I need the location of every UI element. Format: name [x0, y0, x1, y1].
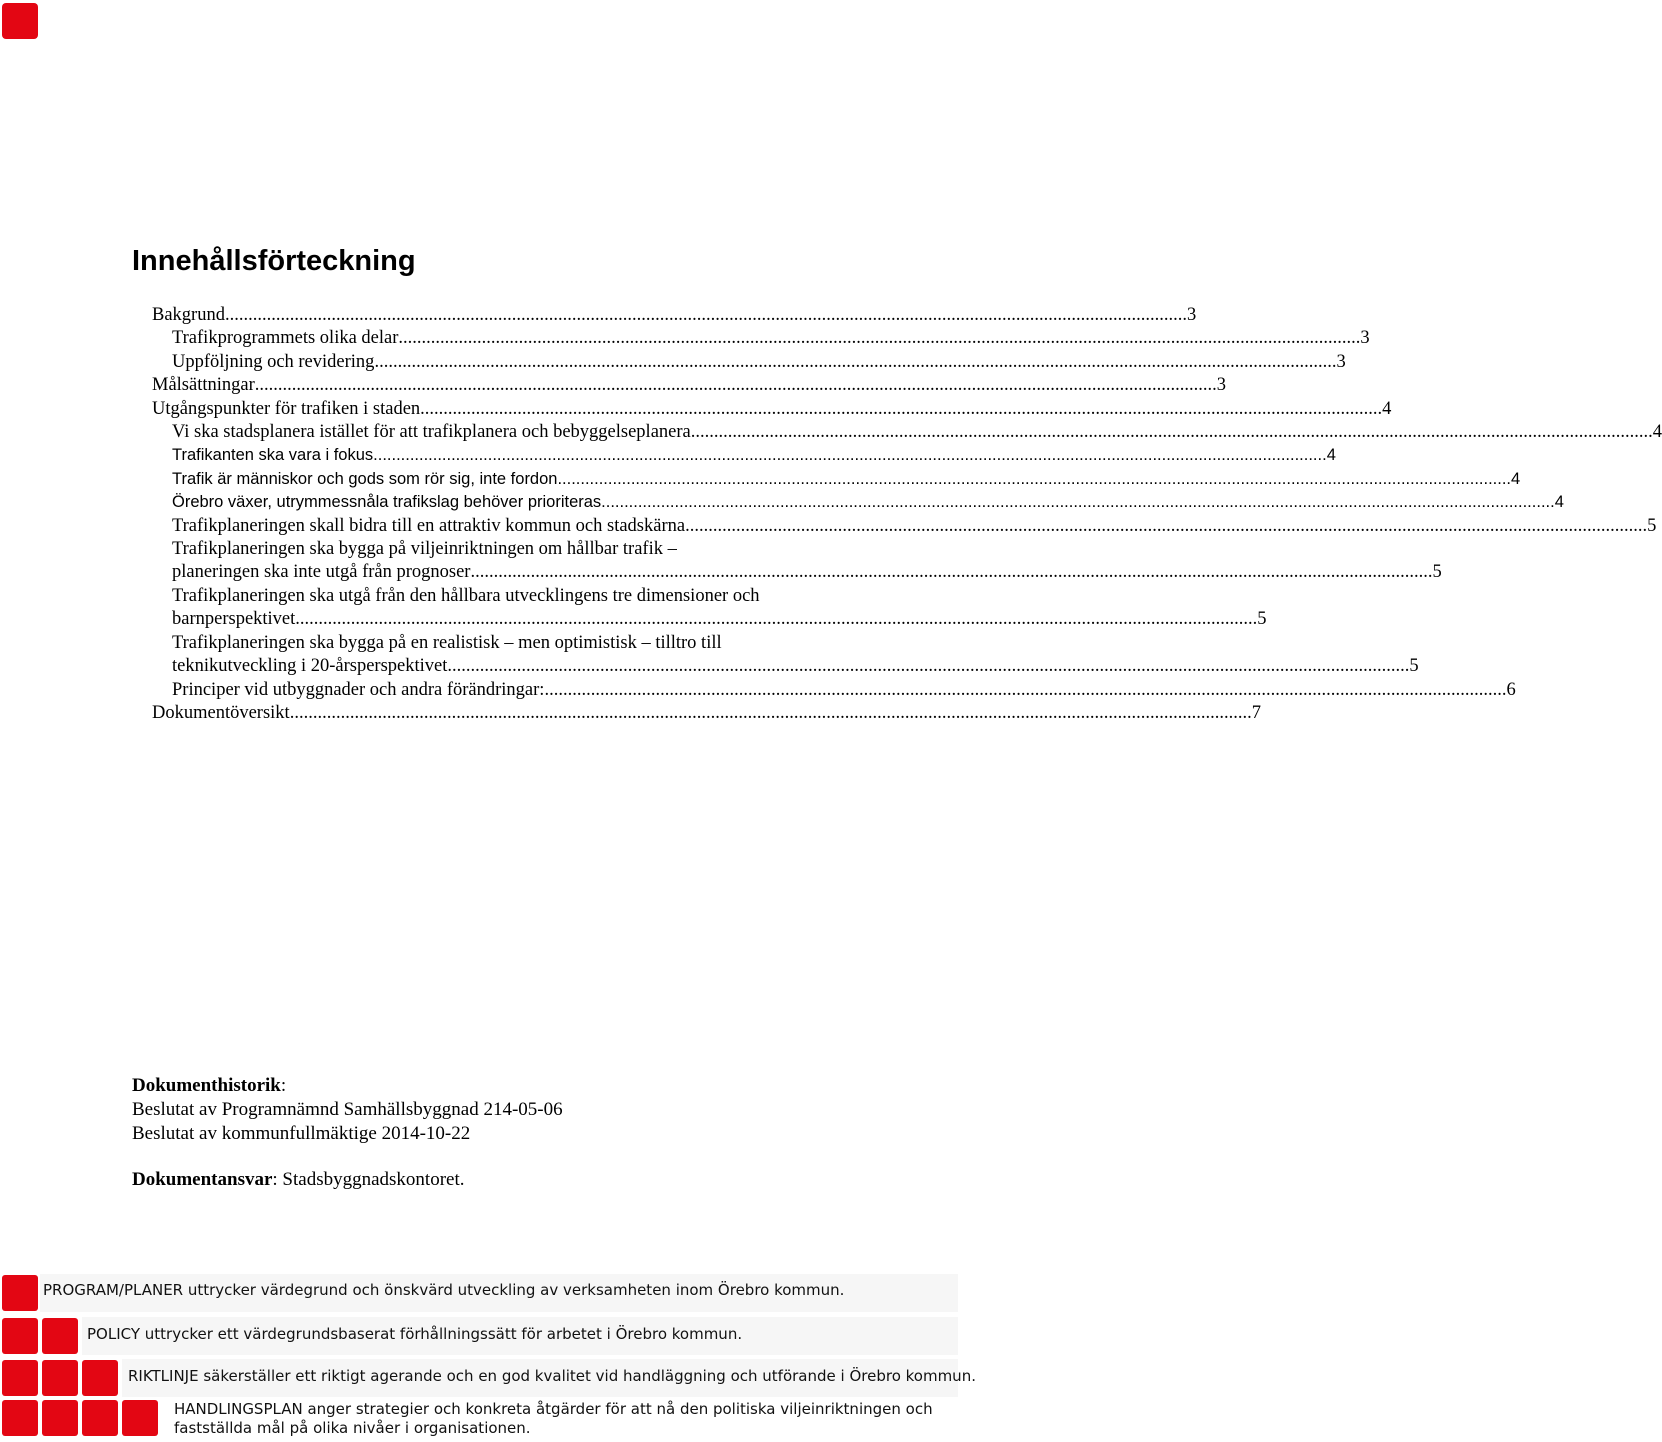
legend-marker-riktlinje	[42, 1360, 78, 1396]
toc-entry[interactable]: Bakgrund ..... 3	[152, 304, 824, 327]
toc-entry[interactable]: Örebro växer, utrymmessnåla trafikslag behöver prioriteras ..... 4	[152, 491, 824, 514]
legend-marker-riktlinje	[82, 1360, 118, 1396]
toc-entry[interactable]: Trafik är människor och gods som rör sig, inte fordon ..... 4	[152, 468, 824, 491]
legend-marker-handlingsplan	[122, 1400, 158, 1436]
toc-title: Innehållsförteckning	[132, 245, 416, 277]
legend-program: PROGRAM/PLANER uttrycker värdegrund och önskvärd utveckling av verksamheten inom Örebro kommun.	[43, 1281, 845, 1299]
legend-marker-handlingsplan	[2, 1400, 38, 1436]
legend-policy: POLICY uttrycker ett värdegrundsbaserat förhållningssätt för arbetet i Örebro kommun.	[87, 1325, 743, 1343]
history-line: Beslutat av kommunfullmäktige 2014-10-22	[132, 1123, 471, 1144]
toc-entry[interactable]: Trafikplaneringen skall bidra till en attraktiv kommun och stadskärna ..... 5	[152, 515, 824, 538]
document-history: Dokumenthistorik: Beslutat av Programnämnd Samhällsbyggnad 214-05-06 Beslutat av kommunfullmäktige 2014-10-22 Dokumentansvar: Stadsbyggnadskontoret.	[132, 1075, 563, 1190]
responsible-value: : Stadsbyggnadskontoret.	[272, 1169, 465, 1190]
legend-riktlinje: RIKTLINJE säkerställer ett riktigt agerande och en god kvalitet vid handläggning och utförande i Örebro kommun.	[128, 1367, 976, 1385]
toc-entry[interactable]: Trafikanten ska vara i fokus ..... 4	[152, 444, 824, 467]
legend-marker-program	[2, 1275, 38, 1311]
legend-marker-handlingsplan	[82, 1400, 118, 1436]
toc-entry[interactable]: Trafikplaneringen ska utgå från den hållbara utvecklingens tre dimensioner och barnperspektivet ..... 5	[152, 585, 824, 632]
toc-entry[interactable]: Principer vid utbyggnader och andra förändringar: ..... 6	[152, 679, 824, 702]
table-of-contents	[152, 304, 1662, 725]
legend-marker-policy	[2, 1318, 38, 1354]
legend-handlingsplan: HANDLINGSPLAN anger strategier och konkreta åtgärder för att nå den politiska viljeinriktningen och fastställda mål på olika nivåer i organisationen.	[174, 1400, 933, 1437]
toc-entry[interactable]: Utgångspunkter för trafiken i staden ..... 4	[152, 398, 824, 421]
toc-entry[interactable]: Målsättningar ..... 3	[152, 374, 824, 397]
responsible-label: Dokumentansvar	[132, 1169, 273, 1190]
toc-entry[interactable]: Dokumentöversikt ..... 7	[152, 702, 824, 725]
toc-entry[interactable]: Uppföljning och revidering ..... 3	[152, 351, 824, 374]
toc-entry[interactable]: Vi ska stadsplanera istället för att trafikplanera och bebyggelseplanera ..... 4	[152, 421, 824, 444]
toc-entry[interactable]: Trafikplaneringen ska bygga på en realistisk – men optimistisk – tilltro till teknikutveckling i 20-årsperspektivet ..... 5	[152, 632, 824, 679]
corner-logo-mark	[2, 3, 38, 39]
history-heading: Dokumenthistorik	[132, 1075, 281, 1096]
history-line: Beslutat av Programnämnd Samhällsbyggnad 214-05-06	[132, 1099, 563, 1120]
legend-marker-handlingsplan	[42, 1400, 78, 1436]
toc-entry[interactable]: Trafikprogrammets olika delar ..... 3	[152, 327, 824, 350]
document-type-legend	[0, 1270, 976, 1442]
toc-entry[interactable]: Trafikplaneringen ska bygga på viljeinriktningen om hållbar trafik – planeringen ska inte utgå från prognoser ..... 5	[152, 538, 824, 585]
legend-marker-riktlinje	[2, 1360, 38, 1396]
legend-marker-policy	[42, 1318, 78, 1354]
